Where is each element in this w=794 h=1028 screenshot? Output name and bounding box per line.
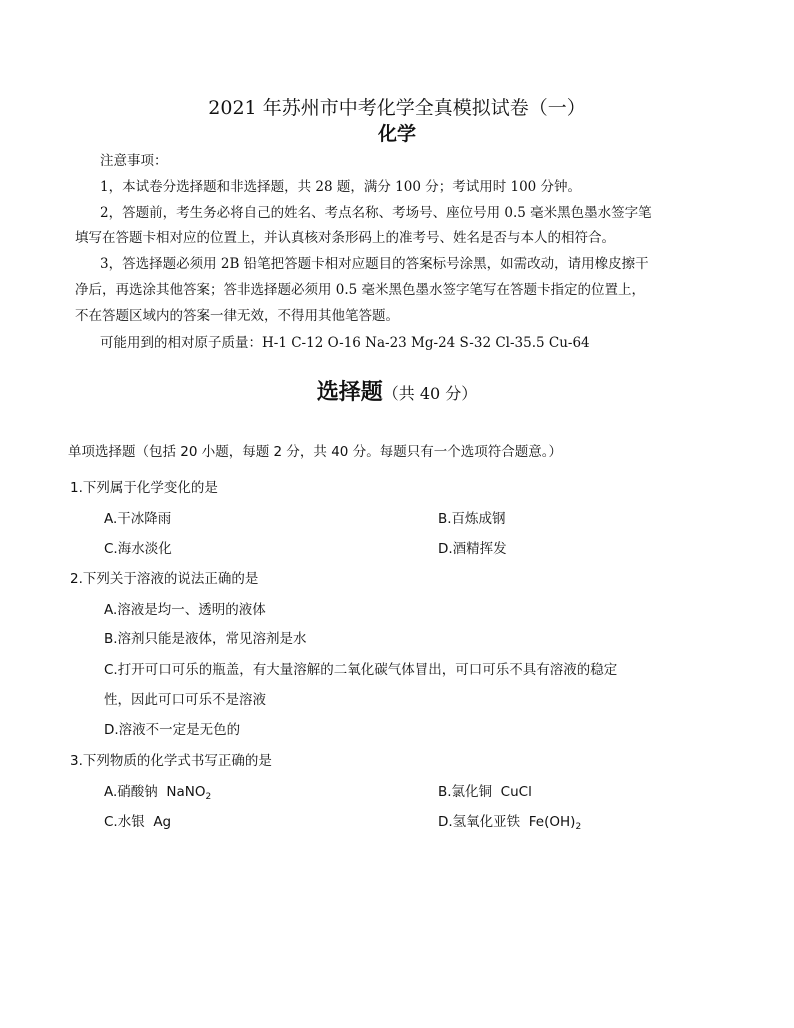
option-a-name: A.硝酸钠	[104, 784, 158, 800]
question-3-option-b	[438, 783, 532, 801]
question-1-option-d: D.酒精挥发	[438, 541, 507, 557]
notice-heading: 注意事项：	[100, 153, 168, 169]
option-d-subscript: 2	[575, 822, 582, 832]
section-score-note: （共 40 分）	[382, 384, 478, 403]
exam-subject: 化学	[377, 123, 416, 145]
question-1-option-b: B.百炼成钢	[438, 511, 506, 527]
notice-item-3-cont: 净后，再选涂其他答案；答非选择题必须用 0.5 毫米黑色墨水签字笔写在答题卡指定的位置上，	[75, 282, 646, 298]
notice-item-2: 2，答题前，考生务必将自己的姓名、考点名称、考场号、座位号用 0.5 毫米黑色墨水签字笔	[100, 205, 652, 221]
exam-title: 2021 年苏州市中考化学全真模拟试卷（一）	[208, 97, 586, 119]
option-c-formula: Ag	[153, 814, 172, 830]
option-c-name: C.水银	[104, 814, 145, 830]
question-1-option-c: C.海水淡化	[104, 541, 172, 557]
option-d-name: D.氢氧化亚铁	[438, 814, 521, 830]
notice-item-2-cont: 填写在答题卡相对应的位置上，并认真核对条形码上的准考号、姓名是否与本人的相符合。	[75, 230, 615, 246]
question-3-option-c	[104, 813, 171, 831]
question-2-option-b: B.溶剂只能是液体，常见溶剂是水	[104, 631, 307, 647]
option-a-formula: NaNO	[166, 784, 206, 800]
question-3-option-a	[104, 783, 211, 801]
section-title-text: 选择题	[316, 379, 383, 405]
notice-item-3: 3，答选择题必须用 2B 铅笔把答题卡相对应题目的答案标号涂黑，如需改动，请用橡皮擦干	[100, 256, 649, 272]
question-1-option-a: A.干冰降雨	[104, 511, 172, 527]
question-2-option-d: D.溶液不一定是无色的	[104, 722, 241, 738]
option-b-formula: CuCl	[500, 784, 532, 800]
section-title	[0, 378, 794, 408]
question-2-option-c: C.打开可口可乐的瓶盖，有大量溶解的二氧化碳气体冒出，可口可乐不具有溶液的稳定	[104, 662, 618, 678]
question-2-option-c-cont: 性，因此可口可乐不是溶液	[104, 692, 266, 708]
question-2-stem: 2.下列关于溶液的说法正确的是	[70, 571, 259, 587]
question-2-option-a: A.溶液是均一、透明的液体	[104, 602, 266, 618]
notice-item-1: 1，本试卷分选择题和非选择题，共 28 题，满分 100 分；考试用时 100 分钟。	[100, 179, 582, 195]
question-1-stem: 1.下列属于化学变化的是	[70, 480, 218, 496]
notice-item-3-cont2: 不在答题区域内的答案一律无效，不得用其他笔答题。	[75, 308, 399, 324]
option-b-name: B.氯化铜	[438, 784, 493, 800]
option-a-subscript: 2	[205, 792, 212, 802]
question-3-stem: 3.下列物质的化学式书写正确的是	[70, 753, 272, 769]
question-3-option-d	[438, 813, 581, 831]
atomic-masses: 可能用到的相对原子质量：H-1 C-12 O-16 Na-23 Mg-24 S-32 Cl-35.5 Cu-64	[100, 335, 590, 351]
option-d-formula: Fe(OH)	[528, 814, 576, 830]
section-instructions: 单项选择题（包括 20 小题，每题 2 分，共 40 分。每题只有一个选项符合题意。）	[68, 444, 562, 460]
